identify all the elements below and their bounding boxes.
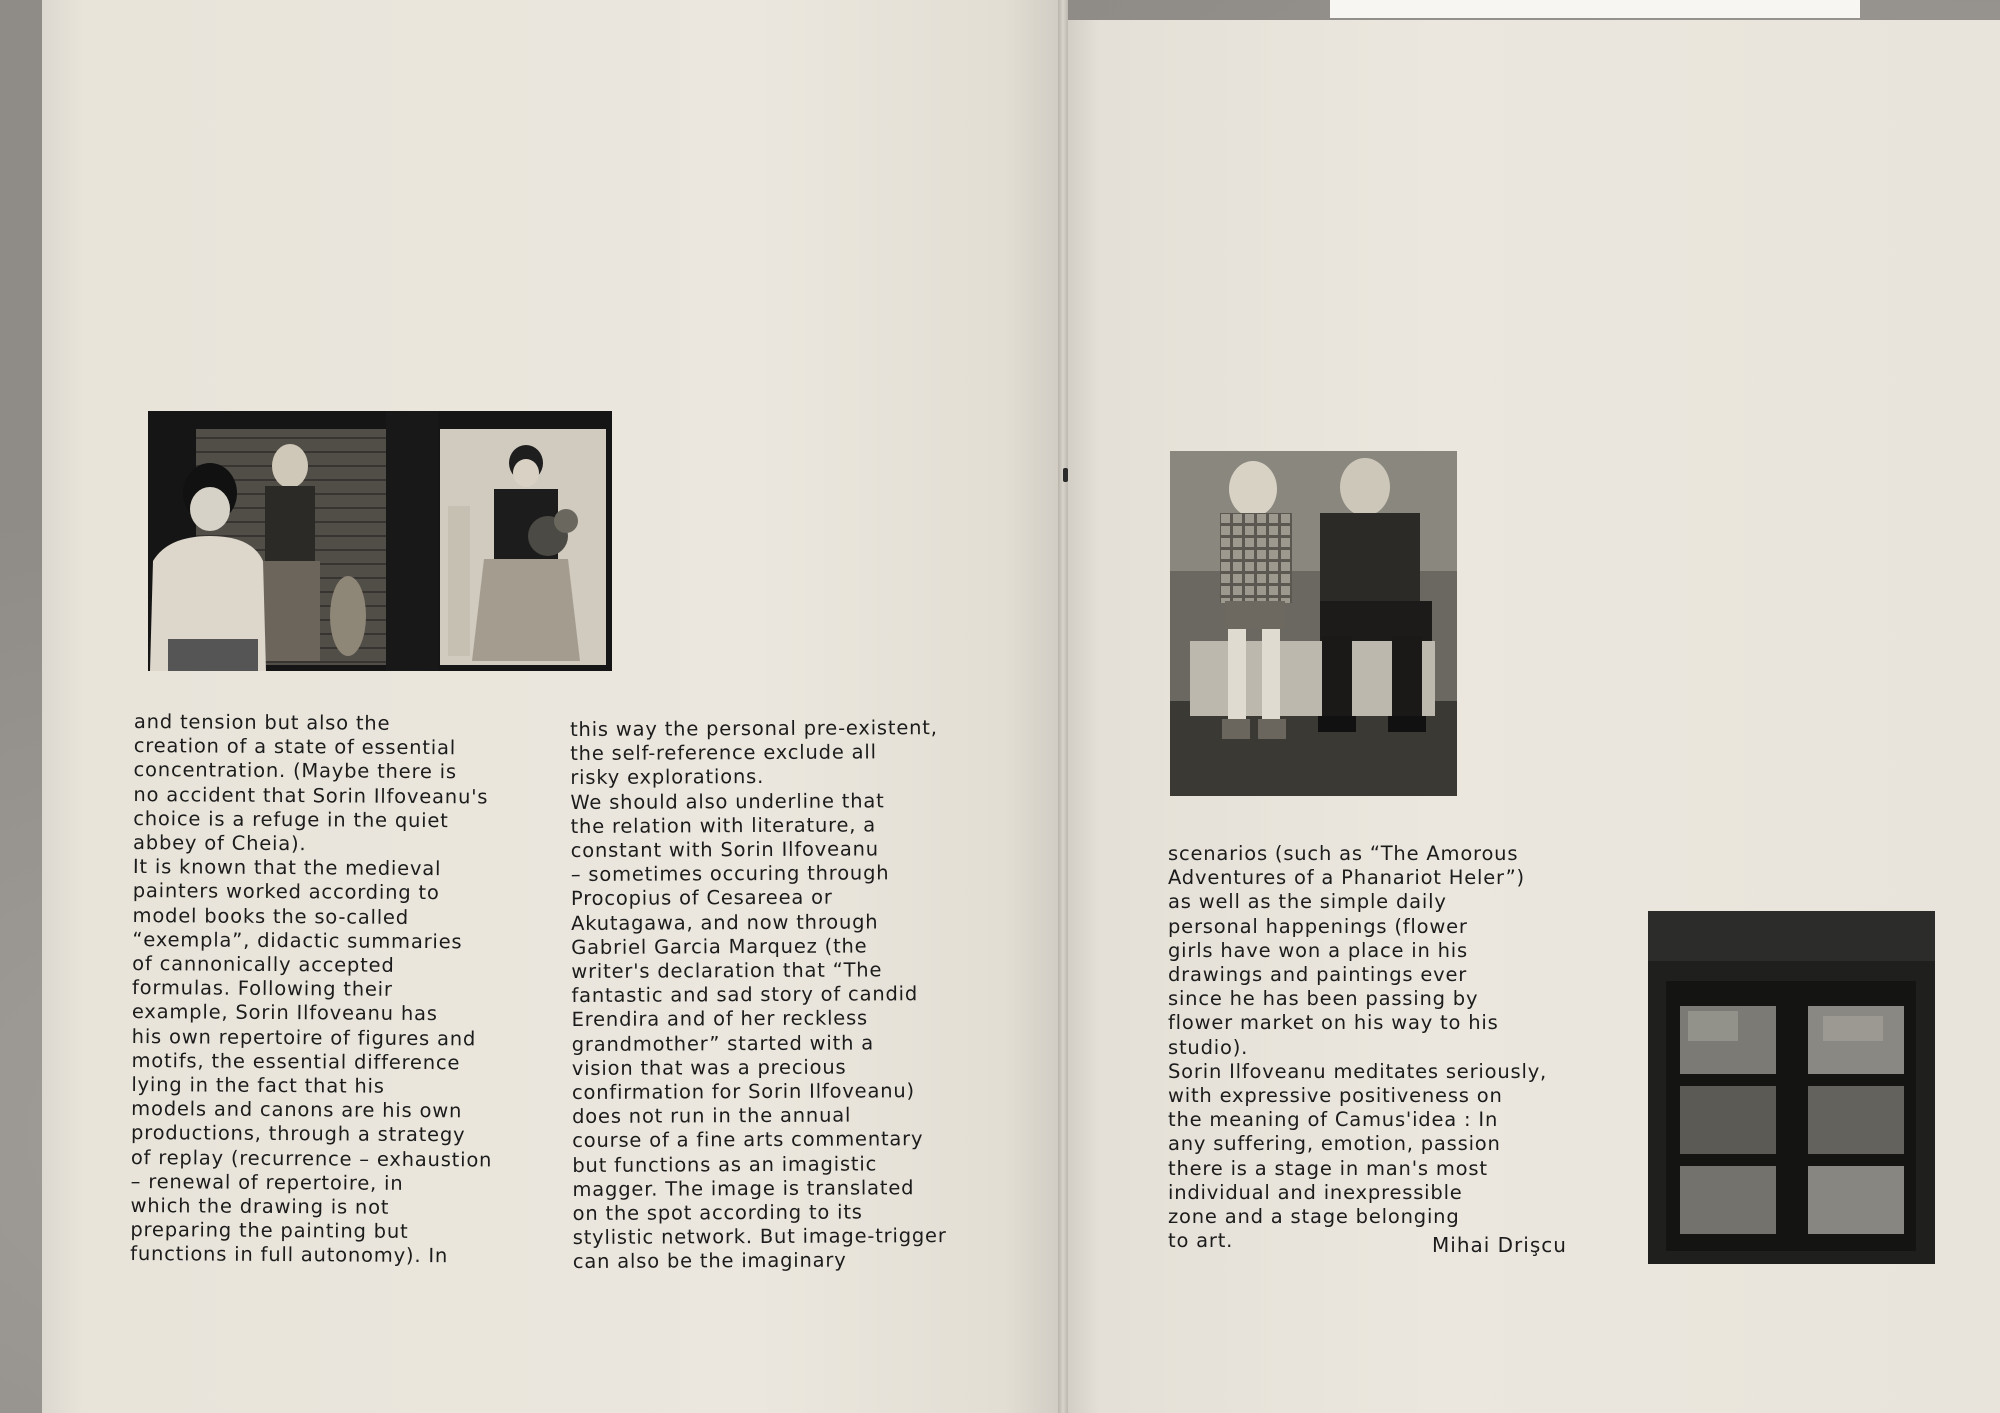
- text-line: motifs, the essential difference: [131, 1048, 461, 1075]
- text-line: of replay (recurrence – exhaustion: [130, 1145, 493, 1172]
- text-line: writer's declaration that “The: [571, 958, 883, 984]
- text-line: of cannonically accepted: [132, 952, 395, 977]
- text-line: the self-reference exclude all: [570, 740, 877, 766]
- text-line: productions, through a strategy: [130, 1121, 466, 1147]
- text-line: scenarios (such as “The Amorous: [1168, 842, 1519, 865]
- text-line: confirmation for Sorin Ilfoveanu): [571, 1079, 915, 1105]
- text-line: Procopius of Cesareea or: [570, 886, 833, 911]
- text-line: this way the personal pre-existent,: [570, 716, 938, 741]
- photo-window-image: [1648, 911, 1935, 1264]
- photo-woman-with-paintings-image: [148, 411, 612, 671]
- text-line: risky explorations.: [570, 765, 765, 790]
- text-line: models and canons are his own: [131, 1097, 463, 1123]
- text-line: grandmother” started with a: [571, 1031, 875, 1056]
- text-line: formulas. Following their: [131, 976, 393, 1002]
- text-line: concentration. (Maybe there is: [133, 758, 457, 784]
- text-line: the relation with literature, a: [570, 813, 877, 838]
- text-line: Sorin Ilfoveanu meditates seriously,: [1168, 1059, 1548, 1083]
- text-line: creation of a state of essential: [133, 734, 457, 760]
- text-line: personal happenings (flower: [1168, 914, 1468, 938]
- text-line: “exempla”, didactic summaries: [132, 927, 463, 954]
- white-card-edge: [1330, 0, 1860, 18]
- text-line: – sometimes occuring through: [570, 861, 890, 887]
- text-line: with expressive positiveness on: [1168, 1084, 1503, 1108]
- staple: [1063, 468, 1068, 482]
- text-line: which the drawing is not: [130, 1194, 390, 1219]
- text-line: We should also underline that: [570, 788, 885, 814]
- text-line: no accident that Sorin Ilfoveanu's: [133, 782, 489, 809]
- text-line: constant with Sorin Ilfoveanu: [570, 837, 879, 863]
- photo-two-boys-image: [1170, 451, 1457, 796]
- text-line: abbey of Cheia).: [132, 831, 307, 856]
- text-line: magger. The image is translated: [572, 1176, 915, 1201]
- photo-woman-with-paintings: [148, 411, 612, 671]
- text-line: example, Sorin Ilfoveanu has: [131, 1000, 438, 1026]
- text-line: fantastic and sad story of candid: [571, 982, 919, 1008]
- text-line: does not run in the annual: [572, 1103, 852, 1129]
- text-line: lying in the fact that his: [131, 1073, 385, 1098]
- text-line: there is a stage in man's most: [1168, 1156, 1488, 1180]
- text-line: It is known that the medieval: [132, 855, 442, 881]
- text-line: course of a fine arts commentary: [572, 1127, 924, 1153]
- text-line: Adventures of a Phanariot Heler”): [1168, 866, 1525, 890]
- text-line: on the spot according to its: [572, 1200, 863, 1226]
- text-line: functions in full autonomy). In: [130, 1242, 449, 1268]
- text-line: the meaning of Camus'idea : In: [1168, 1108, 1499, 1132]
- left-column-2: [570, 716, 947, 1275]
- text-line: flower market on his way to his: [1168, 1011, 1499, 1035]
- text-line: and tension but also the: [133, 710, 391, 735]
- text-line: to art.: [1168, 1229, 1234, 1253]
- text-line: any suffering, emotion, passion: [1168, 1132, 1501, 1156]
- text-line: Gabriel Garcia Marquez (the: [571, 934, 868, 959]
- text-line: stylistic network. But image-trigger: [572, 1224, 947, 1250]
- text-line: his own repertoire of figures and: [131, 1024, 477, 1051]
- photo-two-boys: [1170, 451, 1457, 796]
- text-line: Erendira and of her reckless: [571, 1006, 869, 1032]
- text-line: can also be the imaginary: [572, 1249, 847, 1274]
- text-line: as well as the simple daily: [1168, 890, 1447, 914]
- text-line: but functions as an imagistic: [572, 1152, 878, 1177]
- right-column: [1168, 842, 1547, 1253]
- text-line: girls have won a place in his: [1168, 938, 1468, 962]
- text-line: choice is a refuge in the quiet: [133, 806, 449, 833]
- text-line: – renewal of repertoire, in: [130, 1169, 404, 1195]
- booklet-spine: [1058, 0, 1068, 1413]
- text-line: individual and inexpressible: [1168, 1180, 1463, 1204]
- text-line: preparing the painting but: [130, 1218, 409, 1244]
- text-line: Akutagawa, and now through: [571, 910, 879, 935]
- text-line: since he has been passing by: [1168, 987, 1479, 1011]
- text-line: studio).: [1168, 1035, 1249, 1059]
- text-line: model books the so-called: [132, 903, 410, 929]
- text-line: vision that was a precious: [571, 1055, 847, 1080]
- left-column-1: [130, 710, 495, 1269]
- photo-window: [1648, 911, 1935, 1264]
- text-line: zone and a stage belonging: [1168, 1205, 1460, 1229]
- author-signature: Mihai Drişcu: [1432, 1233, 1567, 1257]
- text-line: painters worked according to: [132, 879, 440, 905]
- text-line: drawings and paintings ever: [1168, 963, 1468, 987]
